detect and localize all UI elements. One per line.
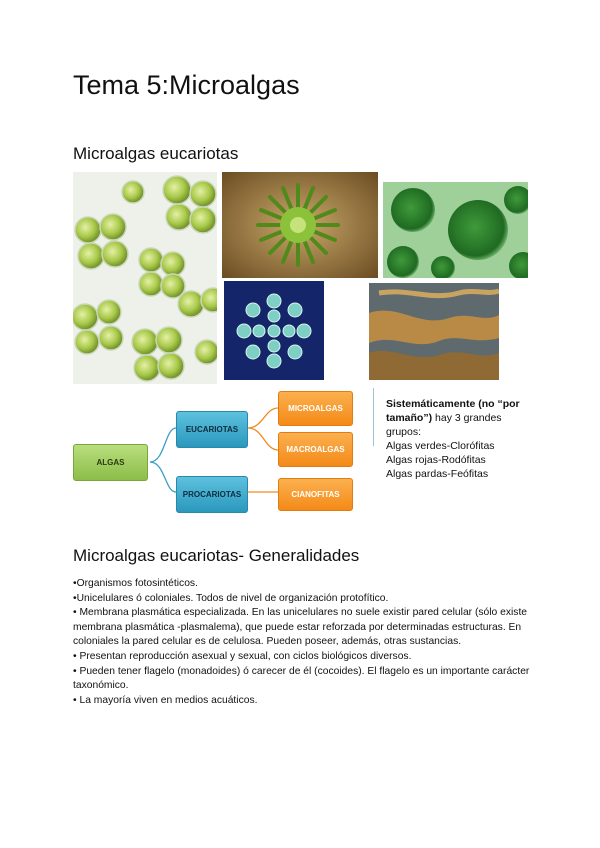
- list-item: •Unicelulares ó coloniales. Todos de nivel de organización protofítico.: [73, 592, 389, 604]
- photo-green-colonies: [73, 172, 217, 384]
- group-rodofitas: Algas rojas-Rodófitas: [386, 454, 486, 466]
- list-item: • Pueden tener flagelo (monadoides) ó carecer de él (cocoides). El flagelo es un importante carácter taxonómico.: [73, 665, 530, 692]
- group-clorofitas: Algas verdes-Clorófitas: [386, 440, 495, 452]
- page-title: Tema 5:Microalgas: [73, 70, 300, 100]
- photo-desmid: [222, 172, 378, 278]
- note-divider: [373, 388, 374, 446]
- node-procariotas: PROCARIOTAS: [176, 476, 248, 513]
- section-heading-eucariotas: Microalgas eucariotas: [73, 144, 239, 163]
- systematics-note: [386, 397, 536, 481]
- section-heading-generalidades: Microalgas eucariotas- Generalidades: [73, 546, 360, 565]
- node-algas: ALGAS: [73, 444, 148, 481]
- node-macroalgas: MACROALGAS: [278, 432, 353, 467]
- note-rest: hay 3 grandes grupos:: [386, 412, 502, 438]
- photo-green-spheres: [383, 182, 528, 278]
- list-item: • Membrana plasmática especializada. En las unicelulares no suele existir pared celular (sólo existe membrana plasmática -plasmalema), que puede estar reforzada por determinadas estructuras. En coloniales la pared celular es de celulosa. Pueden poseer, además, otras sustancias.: [73, 607, 528, 648]
- node-microalgas: MICROALGAS: [278, 391, 353, 426]
- photo-algal-bloom: [369, 283, 499, 380]
- list-item: • Presentan reproducción asexual y sexual, con ciclos biológicos diversos.: [73, 650, 412, 662]
- list-item: • La mayoría viven en medios acuáticos.: [73, 694, 258, 706]
- node-cianofitas: CIANOFITAS: [278, 478, 353, 511]
- note-bold: Sistemáticamente (no “por tamaño”): [386, 398, 520, 424]
- photo-pediastrum: [224, 281, 324, 380]
- group-feofitas: Algas pardas-Feófitas: [386, 468, 489, 480]
- list-item: •Organismos fotosintéticos.: [73, 578, 198, 589]
- node-eucariotas: EUCARIOTAS: [176, 411, 248, 448]
- generalidades-list: [73, 577, 533, 708]
